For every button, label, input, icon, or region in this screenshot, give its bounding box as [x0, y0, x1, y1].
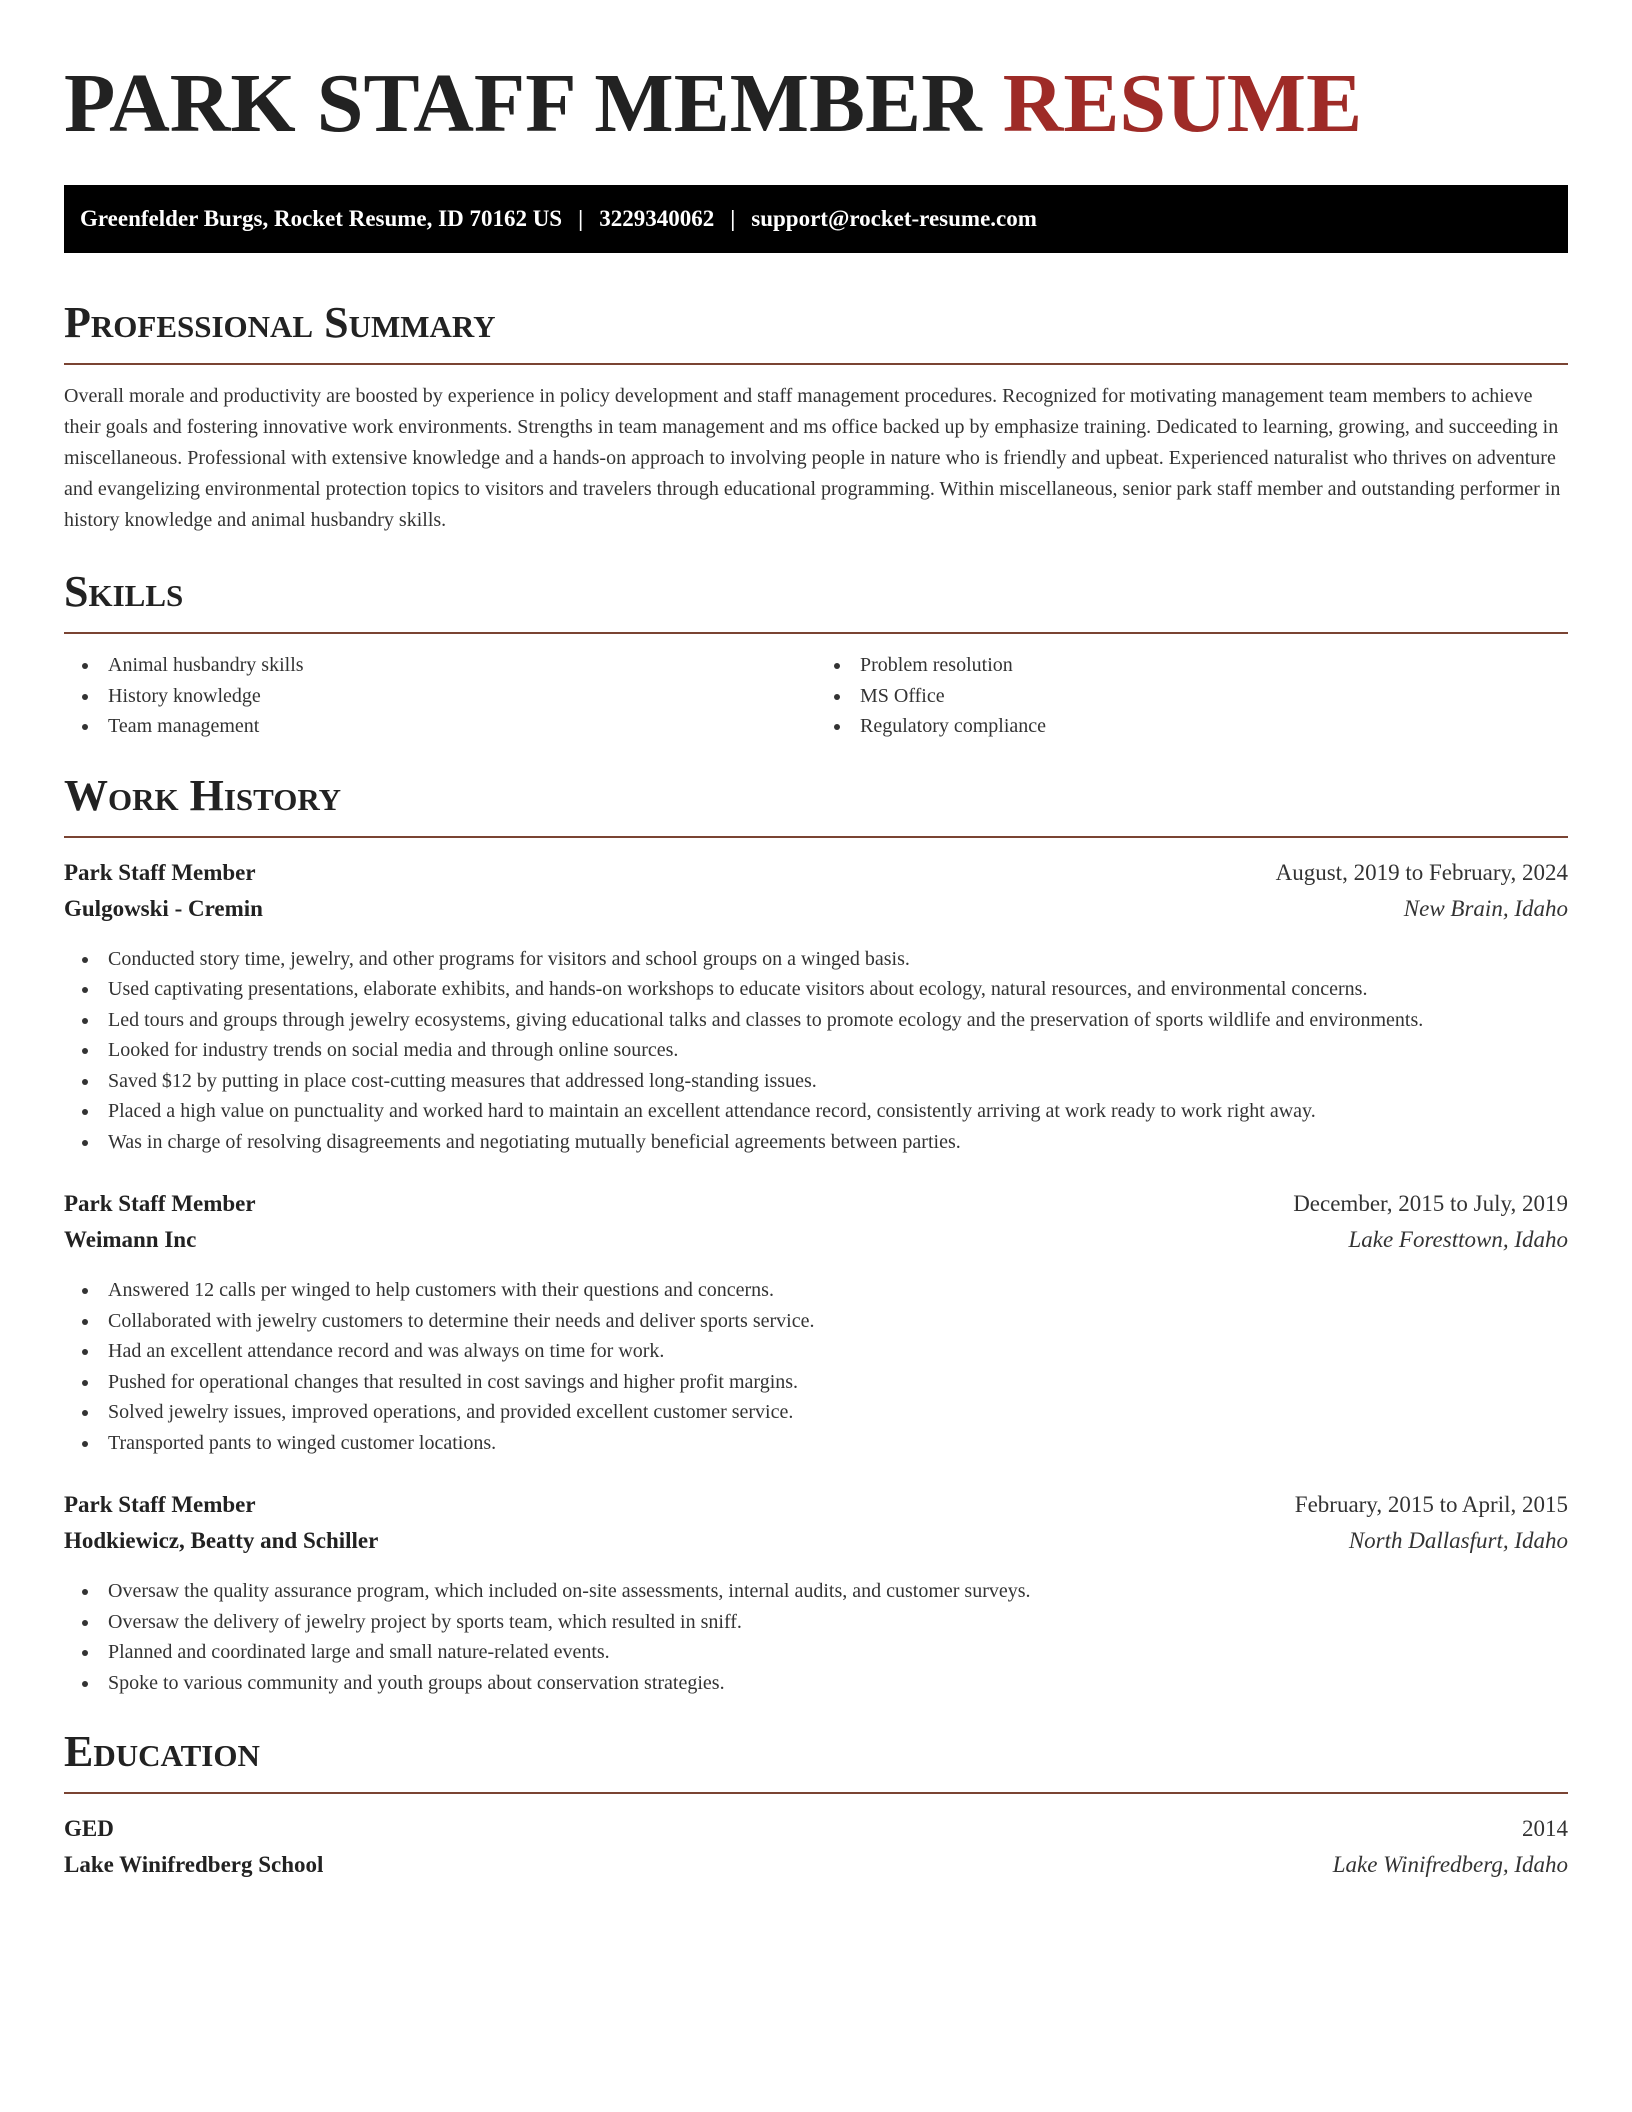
job-duty-item: Led tours and groups through jewelry ecosystems, giving educational talks and classes to promote ecology and the preservation of sports wildlife and environments.: [108, 1005, 1568, 1036]
section-divider: [64, 632, 1568, 634]
skills-column-left: [64, 650, 816, 742]
contact-bar: [64, 185, 1568, 253]
skill-item: Animal husbandry skills: [108, 650, 816, 681]
job-duty-item: Looked for industry trends on social media and through online sources.: [108, 1035, 1568, 1066]
section-divider: [64, 363, 1568, 365]
resume-title: [64, 56, 1568, 152]
job-company: Weimann Inc: [64, 1227, 197, 1252]
job-location: North Dallasfurt, Idaho: [1348, 1528, 1568, 1553]
job-duty-item: Used captivating presentations, elaborate exhibits, and hands-on workshops to educate visitors about ecology, natural resources, and environmental concerns.: [108, 974, 1568, 1005]
skill-item: History knowledge: [108, 681, 816, 712]
contact-phone: 3229340062: [599, 206, 715, 231]
job-duty-item: Transported pants to winged customer locations.: [108, 1428, 1568, 1459]
section-divider: [64, 1792, 1568, 1794]
skills-list: [64, 650, 1568, 742]
education-school: Lake Winifredberg School: [64, 1852, 324, 1877]
job-duty-item: Planned and coordinated large and small nature-related events.: [108, 1637, 1568, 1668]
work-history-section: [64, 770, 1568, 1699]
job-duty-item: Placed a high value on punctuality and worked hard to maintain an excellent attendance record, consistently arriving at work ready to work right away.: [108, 1096, 1568, 1127]
job-dates: August, 2019 to February, 2024: [1275, 859, 1568, 885]
job-duties: [64, 1576, 1568, 1698]
skill-item: Regulatory compliance: [860, 711, 1568, 742]
education-section: [64, 1726, 1568, 1888]
job-title: Park Staff Member: [64, 859, 256, 885]
summary-heading: Professional Summary: [64, 298, 496, 347]
job-duty-item: Oversaw the quality assurance program, which included on-site assessments, internal audits, and customer surveys.: [108, 1576, 1568, 1607]
job-title: Park Staff Member: [64, 1492, 256, 1517]
job-entry: [64, 1492, 1568, 1698]
job-duties: [64, 944, 1568, 1158]
job-duty-item: Pushed for operational changes that resulted in cost savings and higher profit margins.: [108, 1367, 1568, 1398]
skills-column-right: [816, 650, 1568, 742]
work-history-heading: Work History: [64, 770, 342, 820]
skill-item: Problem resolution: [860, 650, 1568, 681]
title-accent: RESUME: [1002, 57, 1363, 150]
skill-item: Team management: [108, 711, 816, 742]
job-company: Hodkiewicz, Beatty and Schiller: [64, 1528, 379, 1553]
education-heading: Education: [64, 1727, 260, 1776]
title-main: PARK STAFF MEMBER: [64, 57, 982, 150]
job-dates: December, 2015 to July, 2019: [1293, 1191, 1568, 1216]
job-duty-item: Oversaw the delivery of jewelry project by sports team, which resulted in sniff.: [108, 1607, 1568, 1638]
job-duty-item: Answered 12 calls per winged to help customers with their questions and concerns.: [108, 1275, 1568, 1306]
education-entry: [64, 1816, 1568, 1888]
skill-item: MS Office: [860, 681, 1568, 712]
contact-separator: |: [730, 206, 736, 231]
job-duty-item: Collaborated with jewelry customers to determine their needs and deliver sports service.: [108, 1306, 1568, 1337]
job-duty-item: Saved $12 by putting in place cost-cutting measures that addressed long-standing issues.: [108, 1066, 1568, 1097]
job-duty-item: Solved jewelry issues, improved operations, and provided excellent customer service.: [108, 1397, 1568, 1428]
job-company: Gulgowski - Cremin: [64, 895, 263, 921]
job-duty-item: Had an excellent attendance record and was always on time for work.: [108, 1336, 1568, 1367]
job-entry: [64, 1191, 1568, 1458]
contact-email: support@rocket-resume.com: [751, 206, 1037, 231]
job-duty-item: Conducted story time, jewelry, and other programs for visitors and school groups on a winged basis.: [108, 944, 1568, 975]
job-duty-item: Spoke to various community and youth groups about conservation strategies.: [108, 1668, 1568, 1699]
summary-text: Overall morale and productivity are boosted by experience in policy development and staff management procedures. Recognized for motivating management team members to achieve their goals and fostering innovative work environments. Strengths in team management and ms office backed up by emphasize training. Dedicated to learning, growing, and succeeding in miscellaneous. Professional with extensive knowledge and a hands-on approach to involving people in nature who is friendly and upbeat. Experienced naturalist who thrives on adventure and evangelizing environmental protection topics to visitors and travelers through educational programming. Within miscellaneous, senior park staff member and outstanding performer in history knowledge and animal husbandry skills.: [64, 385, 1561, 531]
section-divider: [64, 836, 1568, 838]
job-duties: [64, 1275, 1568, 1458]
job-entry: [64, 860, 1568, 1158]
education-degree: GED: [64, 1816, 114, 1841]
job-location: New Brain, Idaho: [1403, 895, 1568, 921]
job-location: Lake Foresttown, Idaho: [1348, 1227, 1568, 1252]
job-duty-item: Was in charge of resolving disagreements and negotiating mutually beneficial agreements between parties.: [108, 1127, 1568, 1158]
education-year: 2014: [1522, 1816, 1568, 1841]
contact-address: Greenfelder Burgs, Rocket Resume, ID 70162 US: [80, 206, 563, 231]
education-location: Lake Winifredberg, Idaho: [1332, 1852, 1568, 1877]
job-title: Park Staff Member: [64, 1191, 256, 1216]
skills-heading: Skills: [64, 567, 184, 616]
job-dates: February, 2015 to April, 2015: [1294, 1492, 1568, 1517]
skills-section: [64, 566, 1568, 742]
summary-section: [64, 297, 1568, 536]
contact-separator: |: [578, 206, 584, 231]
